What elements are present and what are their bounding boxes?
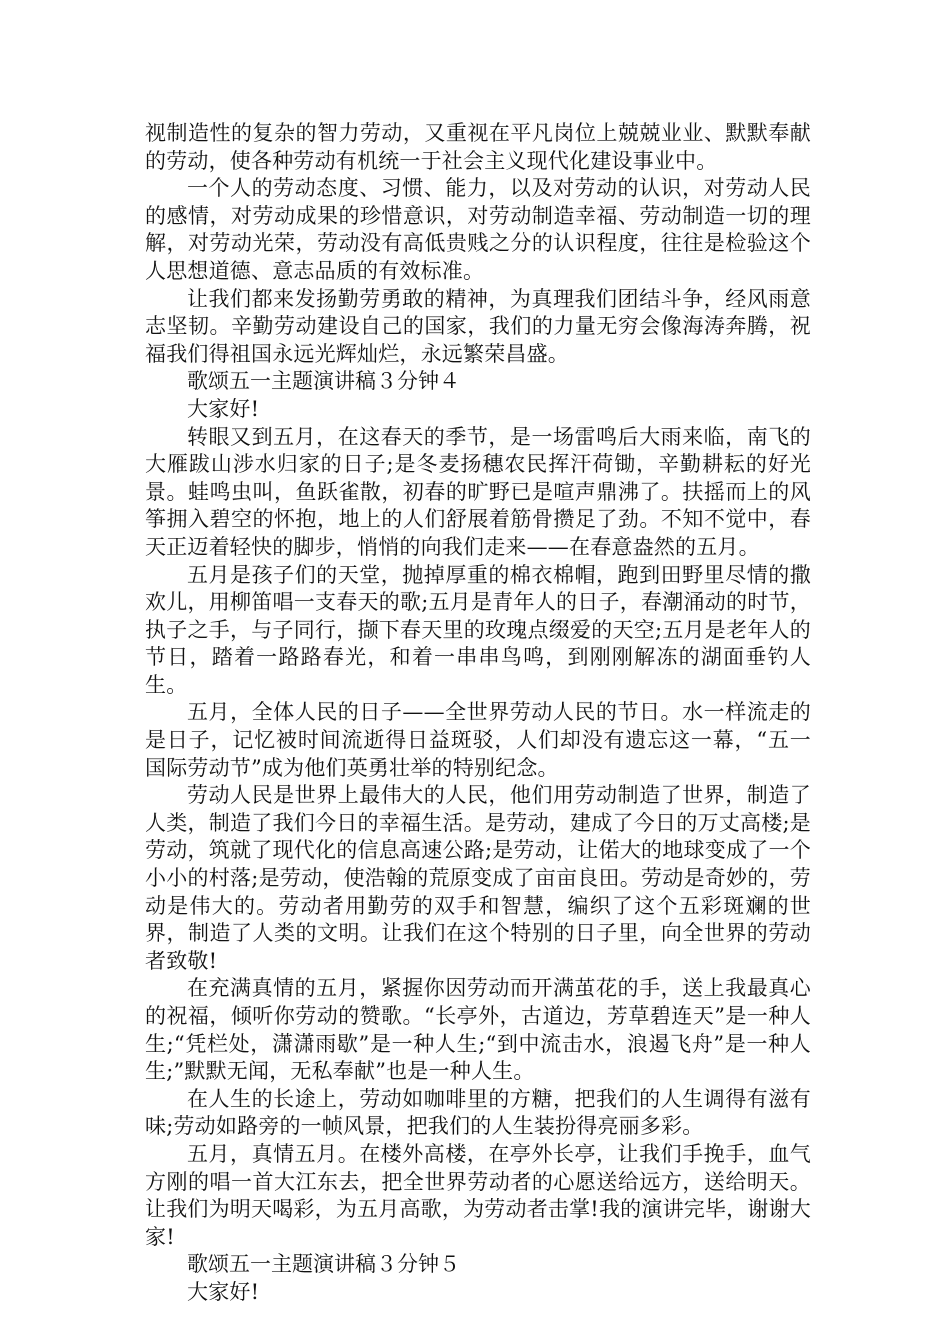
section-heading-4: 歌颂五一主题演讲稿３分钟４ [187, 369, 460, 394]
paragraph-9: 在人生的长途上，劳动如咖啡里的方糖，把我们的人生调得有滋有味;劳动如路旁的一帧风景，把我们的人生装扮得亮丽多彩。 [145, 1086, 811, 1139]
paragraph-6: 五月，全体人民的日子——全世界劳动人民的节日。水一样流走的是日子，记忆被时间流逝得日益斑驳，人们却没有遗忘这一幕，“五一国际劳动节”成为他们英勇壮举的特别纪念。 [145, 700, 811, 780]
paragraph-10: 五月，真情五月。在楼外高楼，在亭外长亭，让我们手挽手，血气方刚的唱一首大江东去，把全世界劳动者的心愿送给远方，送给明天。让我们为明天喝彩，为五月高歌，为劳动者击掌!我的演讲完毕，谢谢大家! [145, 1141, 811, 1249]
paragraph-1: 视制造性的复杂的智力劳动，又重视在平凡岗位上兢兢业业、默默奉献的劳动，使各种劳动有机统一于社会主义现代化建设事业中。 [145, 121, 811, 173]
paragraph-8: 在充满真情的五月，紧握你因劳动而开满茧花的手，送上我最真心的祝福，倾听你劳动的赞歌。“长亭外，古道边，芳草碧连天”是一种人生;“凭栏处，潇潇雨歇”是一种人生;“到中流击水，浪遏飞舟”是一种人生;”默默无闻，无私奉献”也是一种人生。 [145, 976, 811, 1084]
document-body [145, 120, 811, 1307]
paragraph-5: 五月是孩子们的天堂，抛掉厚重的棉衣棉帽，跑到田野里尽情的撒欢儿，用柳笛唱一支春天的歌;五月是青年人的日子，春潮涌动的时节，执子之手，与子同行，撷下春天里的玫瑰点缀爱的天空;五月是老年人的节日，踏着一路路春光，和着一串串鸟鸣，到刚刚解冻的湖面垂钓人生。 [145, 562, 811, 697]
paragraph-2: 一个人的劳动态度、习惯、能力，以及对劳动的认识，对劳动人民的感情，对劳动成果的珍惜意识，对劳动制造幸福、劳动制造一切的理解，对劳动光荣，劳动没有高低贵贱之分的认识程度，往往是检验这个人思想道德、意志品质的有效标准。 [145, 176, 811, 283]
greeting-5: 大家好! [187, 1279, 260, 1304]
paragraph-7: 劳动人民是世界上最伟大的人民，他们用劳动制造了世界，制造了人类，制造了我们今日的幸福生活。是劳动，建成了今日的万丈高楼;是劳动，筑就了现代化的信息高速公路;是劳动，让偌大的地球变成了一个小小的村落;是劳动，使浩翰的荒原变成了亩亩良田。劳动是奇妙的，劳动是伟大的。劳动者用勤劳的双手和智慧，编织了这个五彩斑斓的世界，制造了人类的文明。让我们在这个特别的日子里，向全世界的劳动者致敬! [145, 783, 811, 973]
paragraph-4: 转眼又到五月，在这春天的季节，是一场雷鸣后大雨来临，南飞的大雁跋山涉水归家的日子;是冬麦扬穗农民挥汗荷锄，辛勤耕耘的好光景。蛙鸣虫叫，鱼跃雀散，初春的旷野已是喧声鼎沸了。扶摇而上的风筝拥入碧空的怀抱，地上的人们舒展着筋骨攒足了劲。不知不觉中，春天正迈着轻快的脚步，悄悄的向我们走来——在春意盎然的五月。 [145, 424, 811, 559]
paragraph-3: 让我们都来发扬勤劳勇敢的精神，为真理我们团结斗争，经风雨意志坚韧。辛勤劳动建设自己的国家，我们的力量无穷会像海涛奔腾，祝福我们得祖国永远光辉灿烂，永远繁荣昌盛。 [145, 286, 811, 366]
greeting-4: 大家好! [187, 396, 260, 421]
section-heading-5: 歌颂五一主题演讲稿３分钟５ [187, 1252, 460, 1277]
